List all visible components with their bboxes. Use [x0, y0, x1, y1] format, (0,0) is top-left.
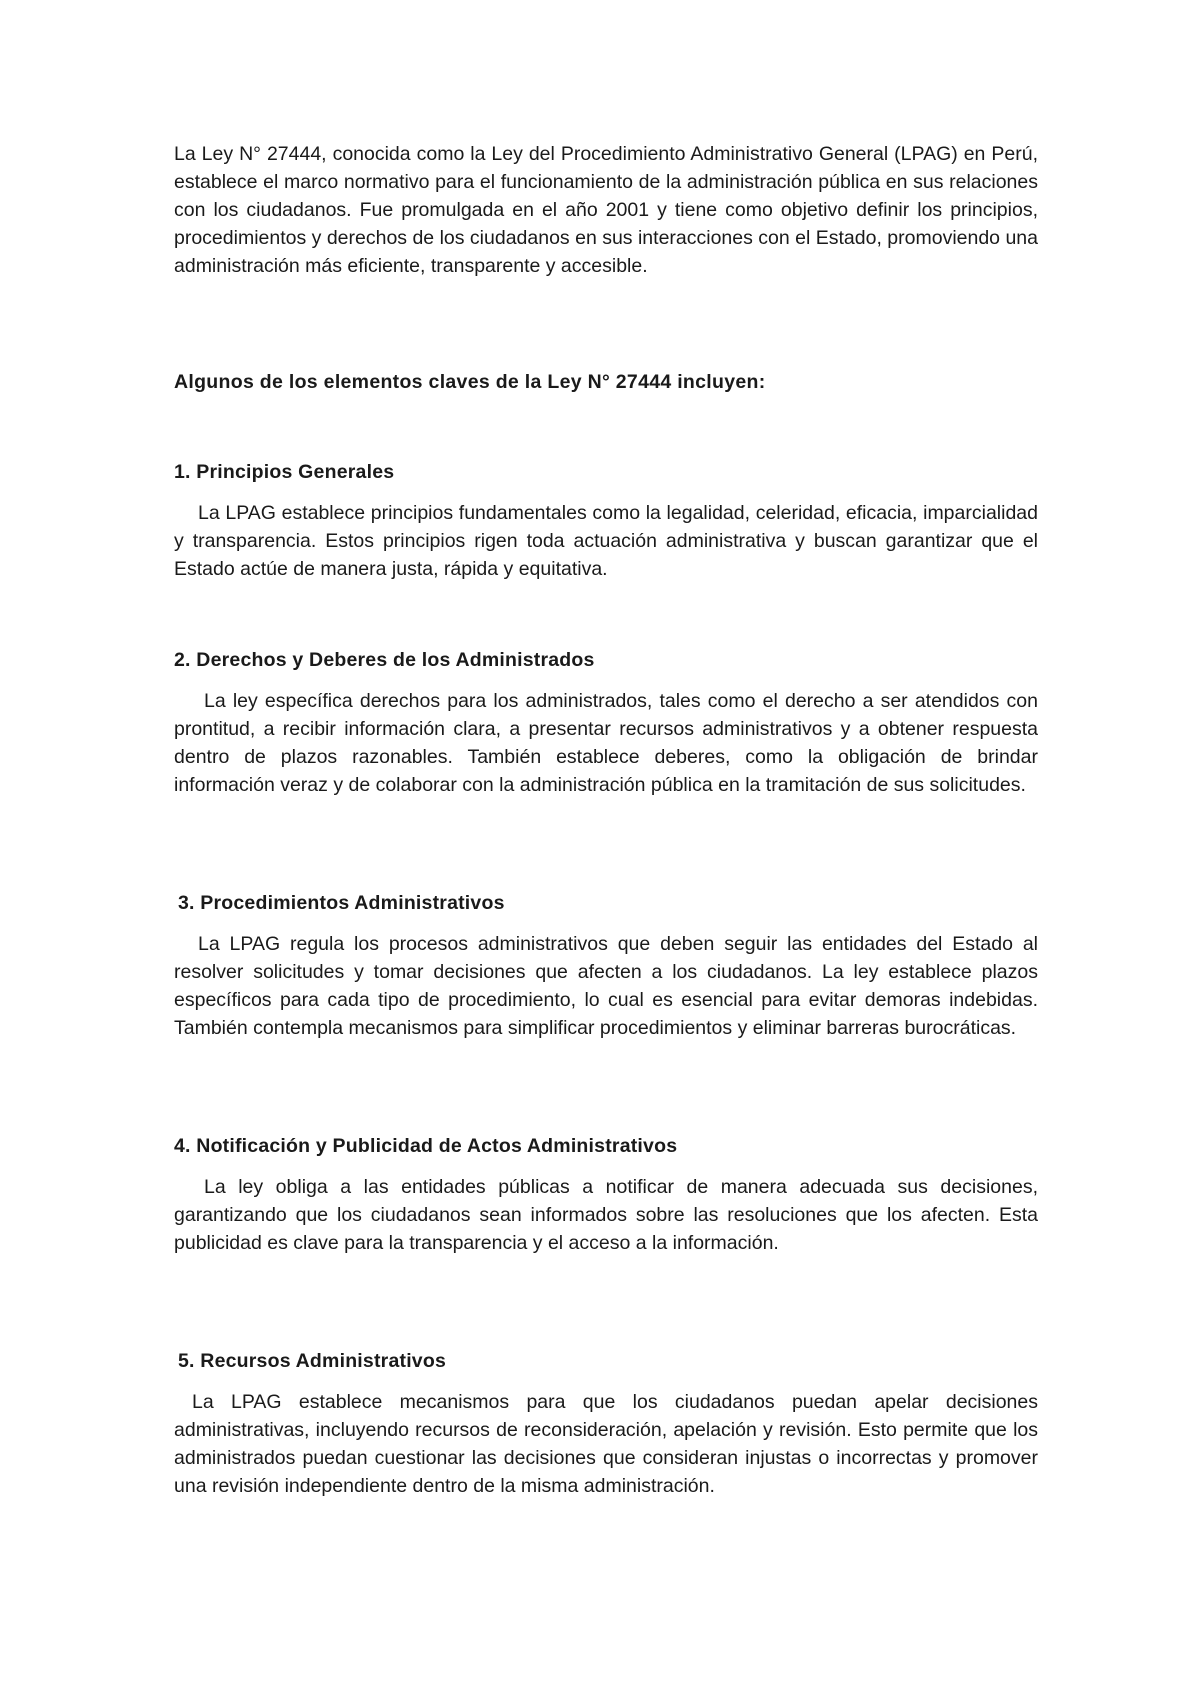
section-principios-generales	[174, 458, 1038, 583]
intro-paragraph: La Ley N° 27444, conocida como la Ley del Procedimiento Administrativo General (LPAG) en Perú, establece el marco normativo para el funcionamiento de la administración pública en sus relaciones con los ciudadanos. Fue promulgada en el año 2001 y tiene como objetivo definir los principios, procedimientos y derechos de los ciudadanos en sus interacciones con el Estado, promoviendo una administración más eficiente, transparente y accesible.	[174, 143, 1038, 277]
lead-heading: Algunos de los elementos claves de la Ley N° 27444 incluyen:	[174, 371, 766, 393]
section-body: La LPAG regula los procesos administrativos que deben seguir las entidades del Estado al resolver solicitudes y tomar decisiones que afecten a los ciudadanos. La ley establece plazos específicos para cada tipo de procedimiento, lo cual es esencial para evitar demoras indebidas. También contempla mecanismos para simplificar procedimientos y eliminar barreras burocráticas.	[174, 933, 1038, 1039]
section-body: La LPAG establece mecanismos para que los ciudadanos puedan apelar decisiones administrativas, incluyendo recursos de reconsideración, apelación y revisión. Esto permite que los administrados puedan cuestionar las decisiones que consideran injustas o incorrectas y promover una revisión independiente dentro de la misma administración.	[174, 1391, 1038, 1497]
section-body: La ley específica derechos para los administrados, tales como el derecho a ser atendidos con prontitud, a recibir información clara, a presentar recursos administrativos y a obtener respuesta dentro de plazos razonables. También establece deberes, como la obligación de brindar información veraz y de colaborar con la administración pública en la tramitación de sus solicitudes.	[174, 690, 1038, 796]
section-procedimientos	[174, 889, 1038, 1042]
section-title: 2. Derechos y Deberes de los Administrados	[174, 649, 595, 671]
section-title: 4. Notificación y Publicidad de Actos Administrativos	[174, 1135, 678, 1157]
section-title: 5. Recursos Administrativos	[178, 1350, 447, 1372]
section-title: 1. Principios Generales	[174, 461, 395, 483]
section-body: La ley obliga a las entidades públicas a notificar de manera adecuada sus decisiones, garantizando que los ciudadanos sean informados sobre las resoluciones que los afecten. Esta publicidad es clave para la transparencia y el acceso a la información.	[174, 1176, 1038, 1254]
section-notificacion	[174, 1132, 1038, 1257]
section-recursos	[174, 1347, 1038, 1500]
section-title: 3. Procedimientos Administrativos	[178, 892, 505, 914]
section-derechos-deberes	[174, 646, 1038, 799]
section-body: La LPAG establece principios fundamentales como la legalidad, celeridad, eficacia, imparcialidad y transparencia. Estos principios rigen toda actuación administrativa y buscan garantizar que el Estado actúe de manera justa, rápida y equitativa.	[174, 502, 1038, 580]
document-page	[174, 140, 1038, 1497]
